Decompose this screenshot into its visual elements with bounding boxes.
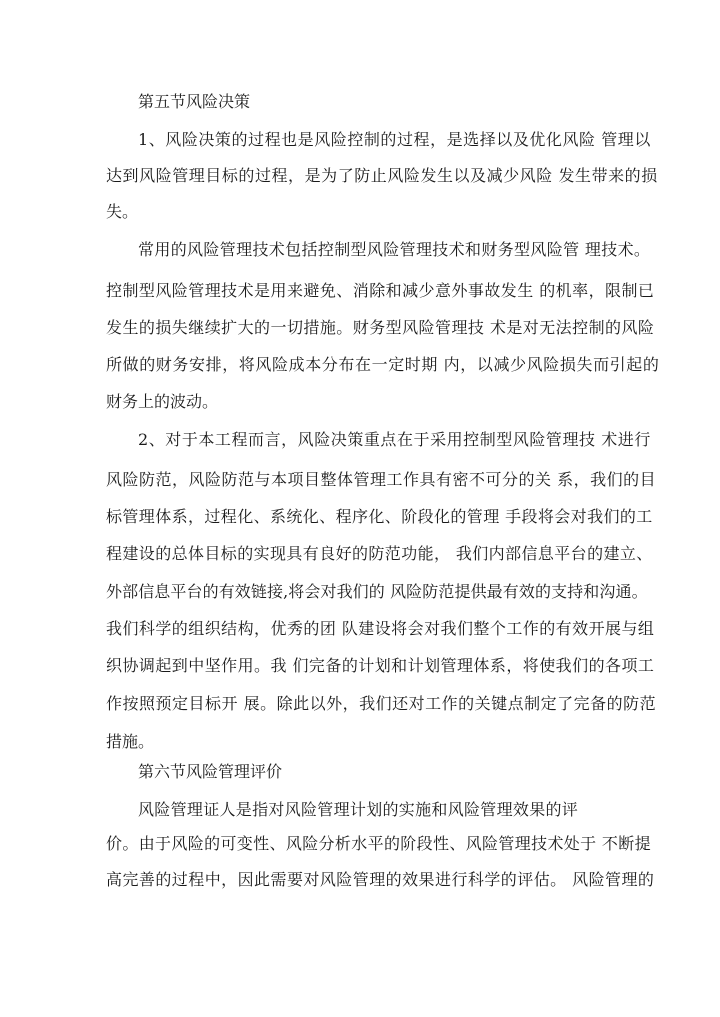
paragraph-line: 作按照预定目标开 展。除此以外，我们还对工作的关键点制定了完备的防范 bbox=[106, 694, 657, 713]
paragraph-line: 常用的风险管理技术包括控制型风险管理技术和财务型风险管 理技术。 bbox=[138, 240, 651, 259]
paragraph-line: 所做的财务安排，将风险成本分布在一定时期 内，以减少风险损失而引起的 bbox=[106, 355, 660, 374]
paragraph-line: 1、风险决策的过程也是风险控制的过程，是选择以及优化风险 管理以 bbox=[138, 130, 651, 149]
paragraph-line: 标管理体系，过程化、系统化、程序化、阶段化的管理 手段将会对我们的工 bbox=[106, 507, 653, 526]
paragraph-line: 价。由于风险的可变性、风险分析水平的阶段性、风险管理技术处于 不断提 bbox=[106, 834, 651, 853]
paragraph-line: 风险管理证人是指对风险管理计划的实施和风险管理效果的评 bbox=[138, 800, 579, 819]
paragraph-line: 外部信息平台的有效链接,将会对我们的 风险防范提供最有效的支持和沟通。 bbox=[106, 582, 648, 601]
paragraph-line: 风险防范，风险防范与本项目整体管理工作具有密不可分的关 系，我们的目 bbox=[106, 470, 657, 489]
paragraph-line: 措施。 bbox=[106, 732, 155, 751]
paragraph-line: 达到风险管理目标的过程，是为了防止风险发生以及减少风险 发生带来的损 bbox=[106, 166, 658, 185]
paragraph-line: 高完善的过程中，因此需要对风险管理的效果进行科学的评估。 风险管理的 bbox=[106, 870, 655, 889]
paragraph-line: 我们科学的组织结构，优秀的团 队建设将会对我们整个工作的有效开展与组 bbox=[106, 619, 655, 638]
paragraph-line: 失。 bbox=[106, 202, 139, 221]
paragraph-line: 2、对于本工程而言，风险决策重点在于采用控制型风险管理技 术进行 bbox=[138, 430, 651, 449]
paragraph-line: 控制型风险管理技术是用来避免、消除和减少意外事故发生 的机率，限制已 bbox=[106, 281, 655, 300]
section-heading-6: 第六节风险管理评价 bbox=[138, 762, 283, 781]
section-heading-5: 第五节风险决策 bbox=[138, 92, 251, 111]
paragraph-line: 财务上的波动。 bbox=[106, 392, 219, 411]
paragraph-line: 发生的损失继续扩大的一切措施。财务型风险管理技 术是对无法控制的风险 bbox=[106, 318, 655, 337]
paragraph-line: 程建设的总体目标的实现具有良好的防范功能， 我们内部信息平台的建立、 bbox=[106, 544, 653, 563]
paragraph-line: 织协调起到中坚作用。我 们完备的计划和计划管理体系，将使我们的各项工 bbox=[106, 656, 655, 675]
